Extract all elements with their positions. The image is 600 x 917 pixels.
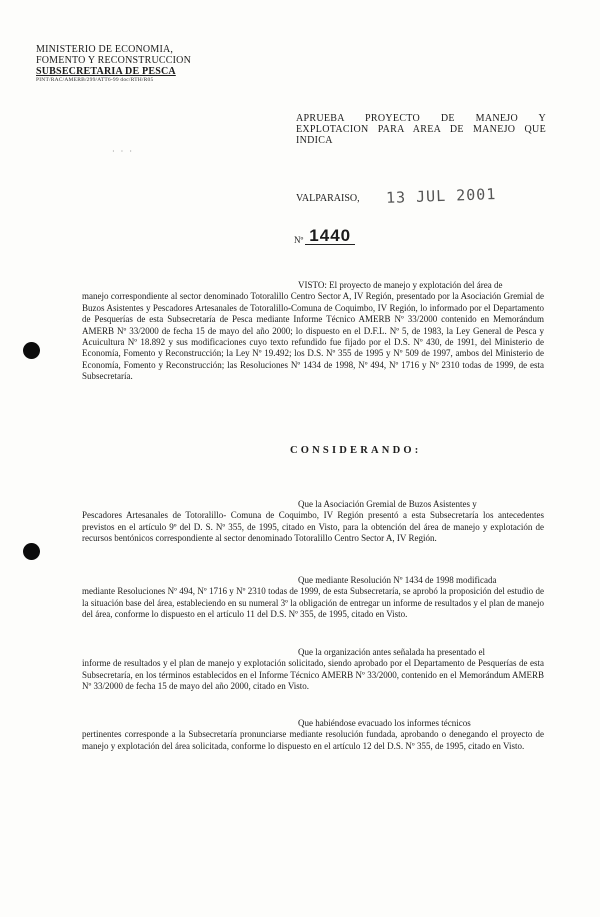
- scan-specks: · · ·: [112, 147, 134, 156]
- place-date-line: [296, 187, 496, 205]
- reference-code: PINT/RAC/AMERB/299/ATT6-99 doc/RTH/R05: [36, 77, 154, 83]
- visto-lead: VISTO: El proyecto de manejo y explotación del área de: [298, 280, 503, 290]
- considerando-2-body: mediante Resoluciones Nº 494, Nº 1716 y Nº 2310 todas de 1999, de esta Subsecretaría, se aprobó la proposición del estudio de la situación base del área, estableciendo en su numeral 3º la obligación de entregar un informe de resultados y el plan de manejo del área, conforme lo dispuesto en el artículo 11 del D.S. Nº 355, de 1995, citado en Visto.: [82, 586, 544, 620]
- number-label: Nº: [294, 235, 304, 245]
- date-stamp: 13 JUL 2001: [385, 185, 497, 207]
- considerando-paragraph-3: [82, 647, 544, 693]
- letterhead: [36, 44, 191, 84]
- considerando-paragraph-2: [82, 575, 544, 621]
- resolution-number: [294, 228, 355, 245]
- considerando-1-body: Pescadores Artesanales de Totoralillo- Comuna de Coquimbo, IV Región presentó a esta Subsecretaría los antecedentes previstos en el artículo 9º del D. S. Nº 355, de 1995, citado en Visto, para la obtención del área de manejo y explotación de recursos bentónicos correspondiente al sector denominado Totoralillo Centro Sector A, IV Región.: [82, 510, 544, 544]
- visto-body: manejo correspondiente al sector denominado Totoralillo Centro Sector A, IV Región, presentado por la Asociación Gremial de Buzos Asistentes y Pescadores Artesanales de Totoralillo-Comuna de Coquimbo, IV Región, lo informado por el Departamento de Pesquerías de esta Subsecretaría de Pesca mediante Informe Técnico AMERB Nº 33/2000 contenido en Memorándum AMERB Nº 33/2000 de fecha 15 de mayo del año 2000; lo dispuesto en el D.F.L. Nº 5, de 1983, la Ley General de Pesca y Acuicultura Nº 18.892 y sus modificaciones cuyo texto refundido fue fijado por el D.S. Nº 430, de 1991, del Ministerio de Economía, Fomento y Reconstrucción; la Ley Nº 19.492; los D.S. Nº 355 de 1995 y Nº 509 de 1997, ambos del Ministerio de Economía, Fomento y Reconstrucción; las Resoluciones Nº 1434 de 1998, Nº 494, Nº 1716 y Nº 2310 todas de 1999, de esta Subsecretaría.: [82, 291, 544, 382]
- ministry-line-1: MINISTERIO DE ECONOMIA,: [36, 44, 174, 55]
- punch-hole-bottom: [23, 543, 40, 560]
- considerando-paragraph-1: [82, 499, 544, 545]
- considerando-3-body: informe de resultados y el plan de manejo y explotación solicitado, siendo aprobado por el Departamento de Pesquerías de esta Subsecretaría, en los términos establecidos en el Informe Técnico AMERB Nº 33/2000, contenido en el Memorándum AMERB Nº 33/2000 de fecha 15 de mayo del año 2000, citado en Visto.: [82, 658, 544, 692]
- visto-paragraph: [82, 280, 544, 383]
- considerando-paragraph-4: [82, 718, 544, 752]
- number-value: 1440: [305, 228, 355, 245]
- subsecretaria-name: SUBSECRETARIA DE PESCA: [36, 66, 176, 77]
- punch-hole-top: [23, 342, 40, 359]
- city-label: VALPARAISO,: [296, 193, 360, 204]
- considerando-2-lead: Que mediante Resolución Nº 1434 de 1998 modificada: [298, 575, 497, 585]
- considerando-heading: CONSIDERANDO:: [290, 445, 422, 456]
- considerando-1-lead: Que la Asociación Gremial de Buzos Asistentes y: [298, 499, 477, 509]
- considerando-3-lead: Que la organización antes señalada ha presentado el: [298, 647, 486, 657]
- resolution-subject: APRUEBA PROYECTO DE MANEJO Y EXPLOTACION PARA AREA DE MANEJO QUE INDICA: [296, 113, 546, 146]
- considerando-4-body: pertinentes corresponde a la Subsecretaría pronunciarse mediante resolución fundada, aprobando o denegando el proyecto de manejo y explotación del área solicitada, conforme lo dispuesto en el artículo 12 del D.S. Nº 355, de 1995, citado en Visto.: [82, 729, 544, 751]
- considerando-4-lead: Que habiéndose evacuado los informes técnicos: [298, 718, 471, 728]
- ministry-line-2: FOMENTO Y RECONSTRUCCION: [36, 55, 192, 66]
